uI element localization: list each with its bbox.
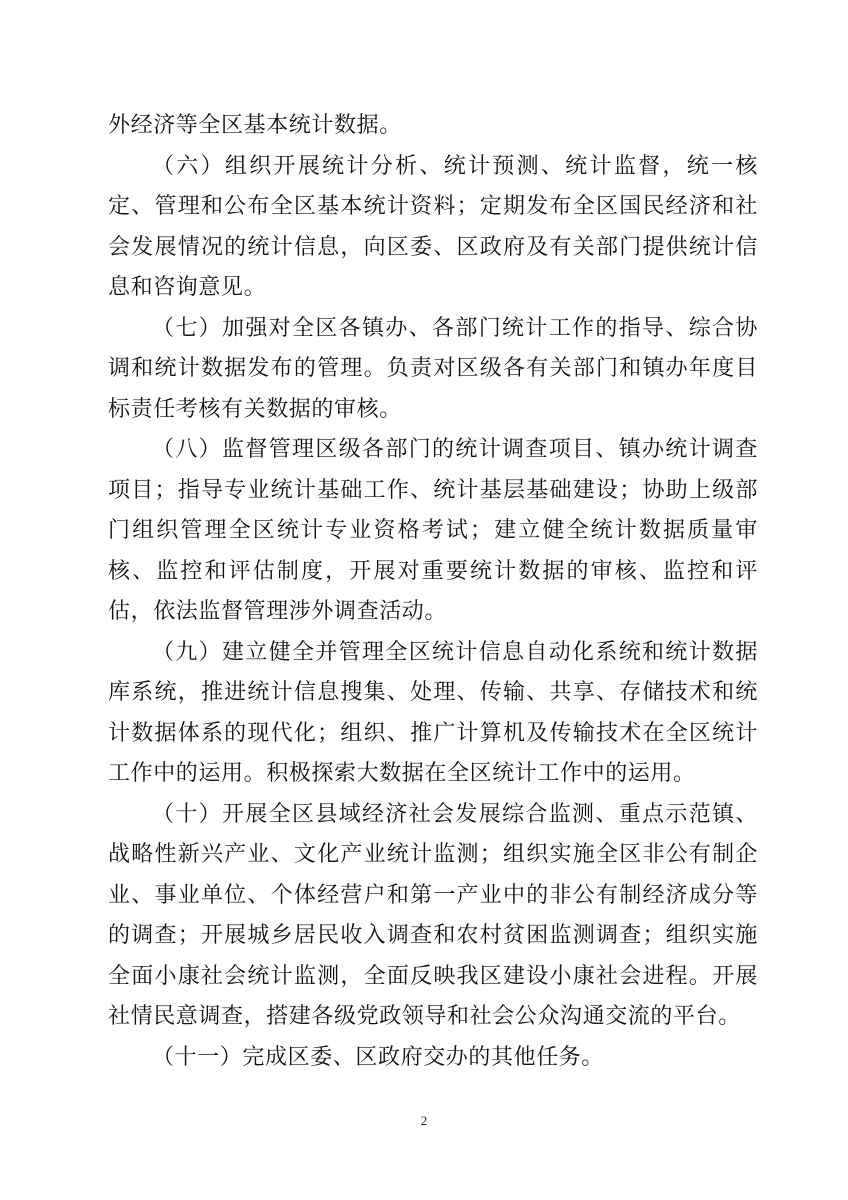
paragraph-item-7: （七）加强对全区各镇办、各部门统计工作的指导、综合协调和统计数据发布的管理。负责对区级各有关部门和镇办年度目标责任考核有关数据的审核。 [108, 315, 758, 422]
paragraph-item-9: （九）建立健全并管理全区统计信息自动化系统和统计数据库系统，推进统计信息搜集、处理、传输、共享、存储技术和统计数据体系的现代化；组织、推广计算机及传输技术在全区统计工作中的运用。积极探索大数据在全区统计工作中的运用。 [108, 639, 758, 786]
paragraph-item-6: （六）组织开展统计分析、统计预测、统计监督，统一核定、管理和公布全区基本统计资料；定期发布全区国民经济和社会发展情况的统计信息，向区委、区政府及有关部门提供统计信息和咨询意见。 [108, 153, 758, 300]
paragraph-item-10: （十）开展全区县域经济社会发展综合监测、重点示范镇、战略性新兴产业、文化产业统计监测；组织实施全区非公有制企业、事业单位、个体经营户和第一产业中的非公有制经济成分等的调查；开展城乡居民收入调查和农村贫困监测调查；组织实施全面小康社会统计监测，全面反映我区建设小康社会进程。开展社情民意调查，搭建各级党政领导和社会公众沟通交流的平台。 [108, 801, 758, 1029]
paragraph-item-11: （十一）完成区委、区政府交办的其他任务。 [152, 1044, 605, 1070]
body-text [108, 106, 758, 1078]
paragraph-item-8: （八）监督管理区级各部门的统计调查项目、镇办统计调查项目；指导专业统计基础工作、统计基层基础建设；协助上级部门组织管理全区统计专业资格考试；建立健全统计数据质量审核、监控和评估制度，开展对重要统计数据的审核、监控和评估，依法监督管理涉外调查活动。 [108, 437, 758, 624]
page-number: 2 [420, 1113, 428, 1128]
paragraph-continuation: 外经济等全区基本统计数据。 [108, 113, 402, 138]
